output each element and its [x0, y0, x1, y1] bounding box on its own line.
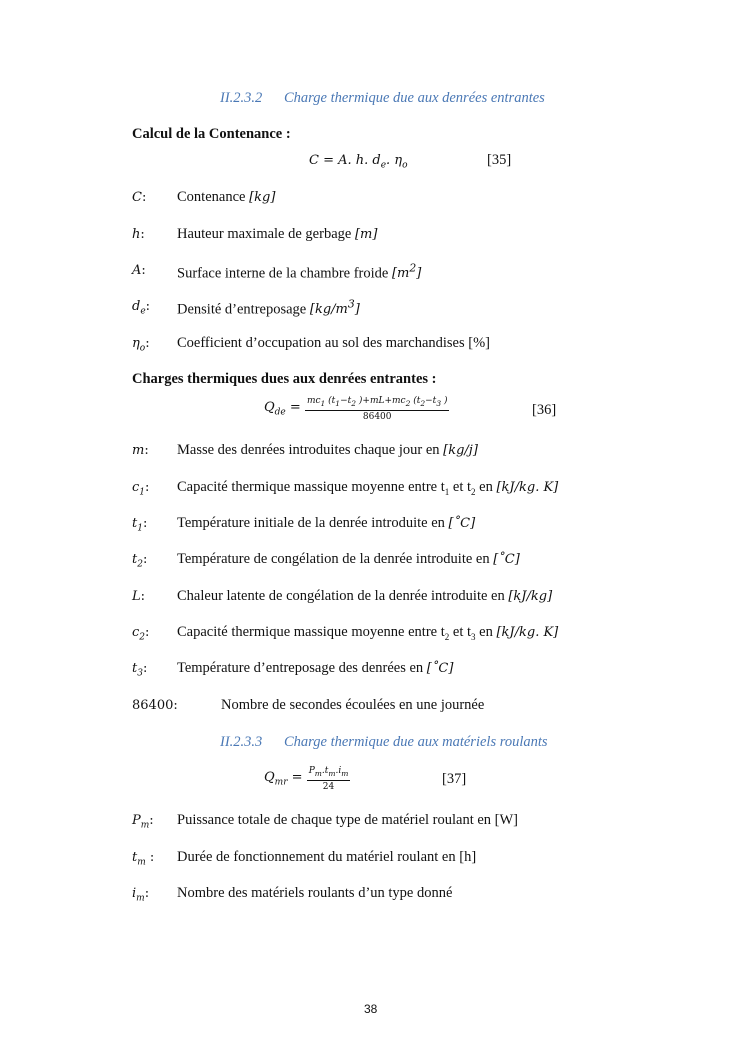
symbol-im: $i_m$:	[132, 886, 150, 904]
page-number: 38	[364, 1002, 378, 1016]
definition-A: Surface interne de la chambre froide $[m^2]$	[177, 262, 422, 282]
section-title: Charge thermique due aux matériels roulants	[284, 734, 548, 750]
symbol-Pm: $P_m$:	[132, 813, 154, 831]
symbol-86400: 86400:	[132, 698, 178, 713]
definition-c2: Capacité thermique massique moyenne entre $t_2$ et $t_3$ en [kJ/kg. K]	[177, 624, 559, 642]
symbol-t3: $t_3$:	[132, 661, 148, 679]
definition-86400: Nombre de secondes écoulées en une journée	[221, 697, 485, 713]
fraction-qde: $\frac{mc_1 (t_1-t_2 )+mL+mc_2 (t_2-t_3 )}{86400}$	[306, 396, 448, 422]
definition-t3: Température d’entreposage des denrées en [˚C]	[177, 660, 454, 676]
equation-number-35: [35]	[487, 152, 512, 168]
symbol-m: m:	[132, 443, 149, 458]
symbol-de: $d_e$:	[132, 299, 151, 317]
symbol-c2: $c_2$:	[132, 625, 150, 643]
equation-number-36: [36]	[532, 402, 557, 418]
symbol-t2: $t_2$:	[132, 552, 148, 570]
symbol-t1: $t_1$:	[132, 516, 148, 534]
equation-qmr: $Q_{mr}$ = $\frac{P_m.t_m.i_m}{24}$	[264, 766, 349, 792]
definition-L: Chaleur latente de congélation de la denrée introduite en [kJ/kg]	[177, 588, 553, 604]
section-heading-2-3-2	[220, 90, 545, 107]
definition-m: Masse des denrées introduites chaque jour en [kg/j]	[177, 442, 478, 458]
section-number: II.2.3.3	[220, 734, 263, 750]
section-title: Charge thermique due aux denrées entrantes	[284, 90, 545, 106]
equation-qde: $Q_{de}$ = $\frac{mc_1 (t_1-t_2 )+mL+mc_2 (t_2-t_3 )}{86400}$	[264, 396, 448, 422]
definition-im: Nombre des matériels roulants d’un type donné	[177, 885, 453, 901]
section-number: II.2.3.2	[220, 90, 263, 106]
definition-t1: Température initiale de la denrée introduite en [˚C]	[177, 515, 476, 531]
definition-c1: Capacité thermique massique moyenne entre $t_1$ et $t_2$ en [kJ/kg. K]	[177, 479, 559, 497]
definition-t2: Température de congélation de la denrée introduite en [˚C]	[177, 551, 520, 567]
symbol-L: L:	[132, 589, 146, 604]
symbol-tm: $t_m$ :	[132, 850, 155, 868]
definition-h: Hauteur maximale de gerbage [m]	[177, 226, 378, 242]
definition-Pm: Puissance totale de chaque type de matériel roulant en [W]	[177, 812, 519, 828]
symbol-c1: $c_1$:	[132, 480, 150, 498]
contenance-heading: Calcul de la Contenance :	[132, 126, 291, 142]
definition-tm: Durée de fonctionnement du matériel roulant en [h]	[177, 849, 477, 865]
charges-heading: Charges thermiques dues aux denrées entrantes :	[132, 371, 437, 387]
section-heading-2-3-3	[220, 734, 548, 751]
definition-C: Contenance [kg]	[177, 189, 276, 205]
definition-de: Densité d’entreposage $[kg/m^3]$	[177, 298, 360, 318]
fraction-qmr: $\frac{P_m.t_m.i_m}{24}$	[308, 766, 349, 792]
symbol-h: h:	[132, 227, 145, 242]
symbol-A: A:	[132, 263, 146, 278]
symbol-C: C:	[132, 190, 147, 205]
equation-number-37: [37]	[442, 771, 467, 787]
equation-contenance: C = A. h. $d_e$. $\eta_o$	[309, 153, 408, 171]
definition-eta-o: Coefficient d’occupation au sol des marchandises [%]	[177, 335, 490, 351]
symbol-eta-o: $\eta_o$:	[132, 336, 150, 354]
